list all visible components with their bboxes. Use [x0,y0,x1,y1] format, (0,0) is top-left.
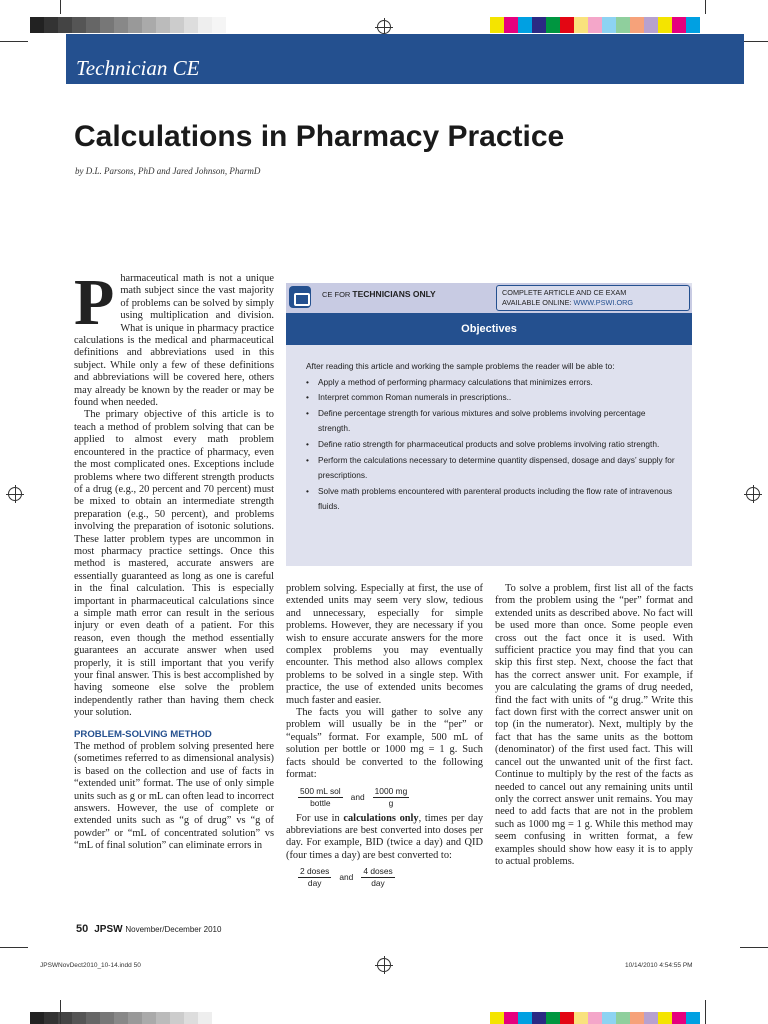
numerator: 2 doses [300,866,330,877]
registration-mark-icon [746,487,760,501]
objective-item: • Define percentage strength for various mixtures and solve problems involving percentage strength. [306,406,676,437]
crop-mark [0,947,28,948]
intro-paragraph [74,266,274,409]
registration-mark-icon [377,958,391,972]
online-availability-note [496,285,690,311]
text: , times per day abbreviations are best converted into doses per day. For example, BID (twice a day) and QID (four times a day) are best converted to: [286,812,484,861]
website-link[interactable]: WWW.PSWI.ORG [573,298,634,307]
fraction [298,866,331,889]
journal-name: JPSW [94,924,123,935]
objective-item: • Define ratio strength for pharmaceutical products and solve problems involving ratio strength. [306,437,676,453]
crop-mark [705,1000,706,1024]
fraction-example [298,866,483,889]
conjunction: and [339,872,354,883]
column-1 [74,266,274,853]
byline: by D.L. Parsons, PhD and Jared Johnson, PharmD [75,166,261,176]
denominator: g [388,797,394,808]
registration-mark-icon [377,20,391,34]
paragraph-text: harmaceutical math is not a unique math subject since the vast majority of problems can be solved by simply using multiplication and division. What is unique in pharmacy practice calculations is the medical and pharmaceutical definitions and abbreviations used in this subject. While only a few of these definitions and abbreviations will be covered here, others may already be known by the reader or may be found when needed. [74,273,274,409]
fraction-example [298,786,483,809]
ce-logo-icon [289,286,311,308]
print-slug-file: JPSWNovDect2010_10-14.indd 50 [40,962,141,969]
conjunction: and [350,791,365,802]
avail-line: AVAILABLE ONLINE: [502,298,574,307]
section-label: Technician CE [76,56,200,80]
text: For use in [296,812,344,824]
column-3 [495,583,693,868]
crop-mark [60,1000,61,1024]
paragraph: To solve a problem, first list all of the facts from the problem using the “per” format and extended units as described above. No fact will be used more than once. Some people even cross out the fact once it is used. With sufficient practice you may find that you can skip this first step. Next, choose the fact that has the correct answer unit. For example, if you are calculating the grams of drug needed, find the fact with units of “g drug.” Write this fact down first with the correct answer unit on top (in the numerator). Next, multiply by the fact that has the same units as the bottom (denominator) of the first used fact. This will cancel out the unwanted unit of the first fact. Continue to multiply by the rest of the facts as needed to cancel out any remaining units until only the correct answer unit remains. You may need to add facts that are not in the problem such as 1000 mg = 1 g. While this method may seem confusing in written format, a few examples should show how easy it is to apply to actual problems. [495,583,693,867]
color-bar [490,1012,700,1024]
ce-label-bold: TECHNICIANS ONLY [352,289,436,299]
objectives-body [306,359,676,515]
fraction [361,866,394,889]
denominator: day [307,878,322,889]
crop-mark [740,947,768,948]
section-header-band [66,34,744,84]
paragraph: The method of problem solving presented here (sometimes referred to as dimensional analysis) is based on the collection and use of facts in “extended unit” format. The use of only simple units such as g or mL can often lead to incorrect answers. However, the use of complete or extended units such as “g of drug” vs “g of powder” or “mL of concentrated solution” vs “mL of final solution” can eliminate errors in [74,741,274,852]
registration-mark-icon [8,487,22,501]
color-bar [30,1012,212,1024]
ce-top-bar [286,283,692,317]
numerator: 1000 mg [374,785,408,796]
subheading: PROBLEM-SOLVING METHOD [74,728,212,740]
column-2 [286,583,483,893]
denominator: bottle [310,797,331,808]
objective-item: • Perform the calculations necessary to determine quantity dispensed, dosage and days’ supply for prescriptions. [306,453,676,484]
objective-item: • Solve math problems encountered with parenteral products including the flow rate of intravenous fluids. [306,484,676,515]
numerator: 500 mL sol [300,785,341,796]
paragraph: problem solving. Especially at first, the use of extended units may seem very slow, tedious and unnecessary, especially for simple problems. However, they are necessary if you wish to ensure accurate answers for the more complex problems you may eventually encounter. This method also allows complex problems to be solved in a single step. With practice, the use of extended units becomes much faster and easier. [286,583,483,706]
objective-item: • Apply a method of performing pharmacy calculations that minimizes errors. [306,375,676,391]
ce-label-prefix: CE FOR [322,290,353,299]
objectives-list [306,375,676,515]
print-slug-timestamp: 10/14/2010 4:54:55 PM [625,962,693,969]
fraction [298,786,343,809]
paragraph [286,813,483,863]
crop-mark [0,41,28,42]
crop-mark [705,0,706,14]
objective-item: • Interpret common Roman numerals in prescriptions.. [306,390,676,406]
color-bar [30,17,226,33]
avail-line: COMPLETE ARTICLE AND CE EXAM [502,288,627,297]
fraction [373,786,410,809]
crop-mark [740,41,768,42]
bold-text: calculations only [343,812,419,824]
objectives-intro: After reading this article and working the sample problems the reader will be able to: [306,361,615,371]
page-footer [76,923,221,935]
page-number: 50 [76,923,89,935]
paragraph: The primary objective of this article is to teach a method of problem solving that can be applied to almost every math problem encountered in the practice of pharmacy, even the most complicated ones. Exceptions include problems where two different strength products of a drug (e.g., 20 percent and 70 percent) must be mixed to obtain an intermediate strength preparation (e.g., 50 percent), and problems involving the preparation of isotonic solutions. These latter problem types are uncommon in most pharmacy practice settings. Once this method is mastered, accurate answers are essentially guaranteed as long as one is careful in the final calculation. This is especially important in pharmaceutical calculations since a simple math error can result in the serious injury or even death of a patient. For this reason, even though the method essentially guarantees an accurate answer when used properly, it is still important that you verify your final answer. This is best accomplished by having someone else solve the problem independently rather than having them check your solution. [74,409,274,719]
objectives-title: Objectives [286,313,692,345]
numerator: 4 doses [363,866,393,877]
crop-mark [60,0,61,14]
drop-cap: P [74,266,115,339]
issue-date: November/December 2010 [125,925,222,934]
article-title: Calculations in Pharmacy Practice [74,120,565,153]
color-bar [490,17,700,33]
ce-objectives-box [286,283,692,566]
paragraph: The facts you will gather to solve any problem will usually be in the “per” or “equals” format. For example, 500 mL of solution per bottle or 1000 mg = 1 g. Such facts should be converted to the following format: [286,707,483,781]
ce-label [322,289,436,299]
denominator: day [371,878,385,889]
